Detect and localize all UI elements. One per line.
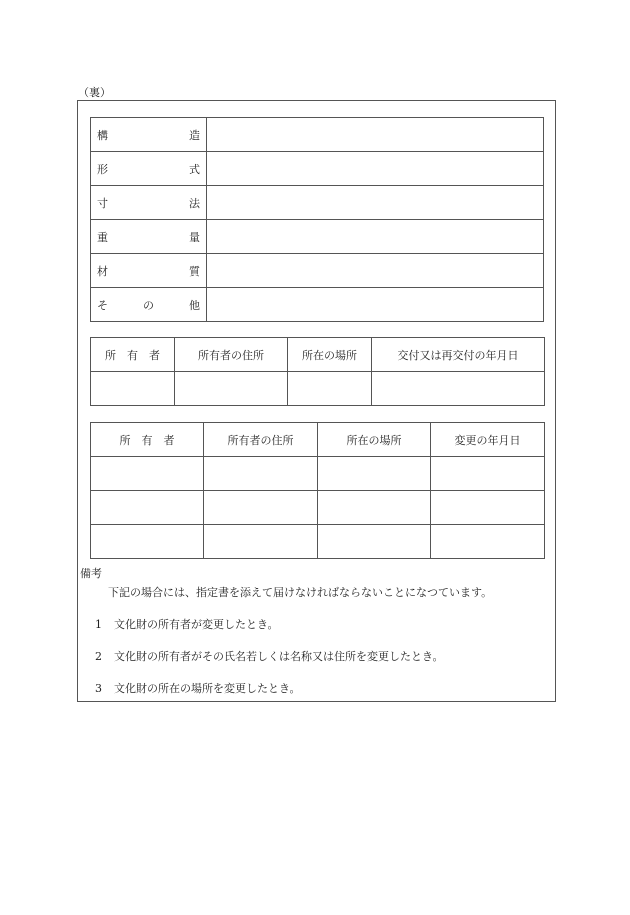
column-header: 交付又は再交付の年月日 (372, 338, 545, 372)
note-text: 文化財の所有者が変更したとき。 (114, 618, 279, 631)
note-item (80, 616, 492, 632)
table-row (91, 457, 545, 491)
table-cell[interactable] (318, 457, 431, 491)
spec-row-other (91, 288, 544, 322)
table-cell[interactable] (91, 491, 204, 525)
column-header: 所在の場所 (288, 338, 372, 372)
table-cell[interactable] (318, 525, 431, 559)
table-cell[interactable] (288, 372, 372, 406)
table-row (91, 491, 545, 525)
table-cell[interactable] (91, 525, 204, 559)
spec-row-weight (91, 220, 544, 254)
table-cell[interactable] (431, 525, 545, 559)
spec-row-dimensions (91, 186, 544, 220)
note-item (80, 680, 492, 696)
change-table (90, 422, 545, 559)
owner-table (90, 337, 545, 406)
column-header: 所 有 者 (91, 338, 175, 372)
note-number: 3 (95, 682, 102, 695)
table-cell[interactable] (91, 457, 204, 491)
spec-label: 寸 法 (91, 186, 207, 220)
spec-value-field[interactable] (207, 220, 544, 254)
spec-label: 構 造 (91, 118, 207, 152)
spec-value-field[interactable] (207, 288, 544, 322)
note-number: 2 (95, 650, 102, 663)
table-cell[interactable] (204, 525, 318, 559)
table-cell[interactable] (204, 491, 318, 525)
column-header: 所 有 者 (91, 423, 204, 457)
spec-value-field[interactable] (207, 118, 544, 152)
table-row (91, 372, 545, 406)
note-text: 文化財の所有者がその氏名若しくは名称又は住所を変更したとき。 (114, 650, 444, 663)
spec-row-type (91, 152, 544, 186)
spec-label: 材 質 (91, 254, 207, 288)
spec-row-structure (91, 118, 544, 152)
column-header: 変更の年月日 (431, 423, 545, 457)
table-cell[interactable] (372, 372, 545, 406)
table-cell[interactable] (91, 372, 175, 406)
column-header: 所有者の住所 (175, 338, 288, 372)
note-item (80, 648, 492, 664)
owner-table-header (91, 338, 545, 372)
notes-intro: 下記の場合には、指定書を添えて届けなければならないことになつています。 (108, 586, 493, 599)
note-number: 1 (95, 618, 102, 631)
spec-table (90, 117, 544, 322)
spec-row-material (91, 254, 544, 288)
table-cell[interactable] (318, 491, 431, 525)
table-cell[interactable] (431, 491, 545, 525)
table-cell[interactable] (431, 457, 545, 491)
column-header: 所有者の住所 (204, 423, 318, 457)
change-table-header (91, 423, 545, 457)
spec-value-field[interactable] (207, 254, 544, 288)
spec-label: 形 式 (91, 152, 207, 186)
table-cell[interactable] (175, 372, 288, 406)
spec-value-field[interactable] (207, 186, 544, 220)
spec-label: 重 量 (91, 220, 207, 254)
notes-section (80, 565, 492, 696)
spec-label: そ の 他 (91, 288, 207, 322)
notes-title: 備考 (80, 567, 102, 580)
spec-value-field[interactable] (207, 152, 544, 186)
page-side-label: （裏） (78, 86, 111, 99)
table-cell[interactable] (204, 457, 318, 491)
column-header: 所在の場所 (318, 423, 431, 457)
note-text: 文化財の所在の場所を変更したとき。 (114, 682, 301, 695)
table-row (91, 525, 545, 559)
